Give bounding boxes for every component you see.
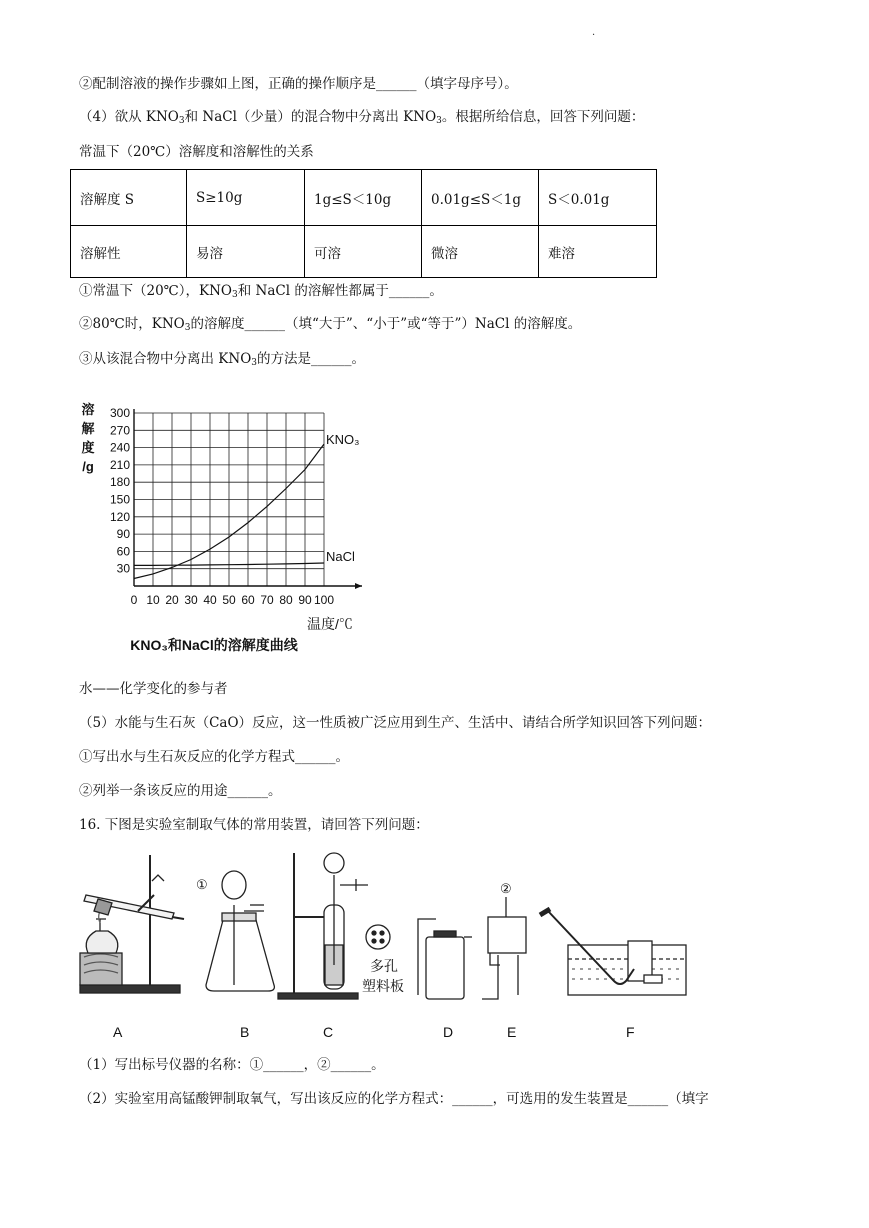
q-3-part-a: ③从该混合物中分离出 KNO (79, 351, 252, 367)
x-axis-arrow (355, 583, 362, 589)
table-cell: 可溶 (305, 226, 422, 278)
y-tick-label: 210 (109, 457, 130, 472)
table-cell: 0.01g≤S＜1g (422, 170, 539, 226)
apparatus-label-c: C (323, 1024, 334, 1040)
q-1-part-b: 和 NaCl 的溶解性都属于______。 (237, 283, 443, 299)
table-cell: S≥10g (187, 170, 305, 226)
y-axis-label: 解 (81, 421, 95, 436)
y-tick-label: 240 (109, 440, 130, 455)
y-tick-label: 120 (109, 509, 130, 524)
text-line-q4 (79, 108, 644, 130)
x-axis-label: 温度/℃ (307, 616, 353, 632)
text-line-q-3 (79, 350, 365, 372)
x-tick-label: 70 (260, 593, 274, 607)
y-tick-label: 270 (109, 423, 130, 438)
apparatus-label-a: A (113, 1024, 123, 1040)
y-tick-label: 90 (116, 527, 130, 542)
table-row (71, 170, 657, 226)
text-line-q-2 (79, 315, 581, 337)
table-row (71, 226, 657, 278)
chart-title: KNO₃和NaCl的溶解度曲线 (130, 637, 298, 653)
sub-3: 3 (184, 323, 191, 333)
text-line-q5-1: ①写出水与生石灰反应的化学方程式______。 (79, 749, 349, 765)
text-line-q-1 (79, 282, 443, 304)
q-2-part-b: 的溶解度______（填“大于”、“小于”或“等于”）NaCl 的溶解度。 (190, 316, 582, 332)
x-tick-label: 60 (241, 593, 255, 607)
sub-3: 3 (436, 116, 442, 126)
x-tick-label: 90 (298, 593, 312, 607)
sub-3: 3 (178, 116, 185, 126)
apparatus-label-e: E (507, 1024, 517, 1040)
table-cell: 难溶 (539, 226, 657, 278)
plate-text-2: 塑料板 (362, 978, 404, 994)
x-tick-label: 30 (184, 593, 198, 607)
text-line-q16-2: （2）实验室用高锰酸钾制取氧气，写出该反应的化学方程式：______，可选用的发生装置是______（填字 (79, 1091, 709, 1107)
text-line-q16: 16. 下图是实验室制取气体的常用装置，请回答下列问题： (79, 817, 429, 833)
q4-part-c: 。根据所给信息，回答下列问题： (441, 109, 645, 125)
q4-part-a: （4）欲从 KNO (79, 109, 179, 125)
q-1-part-a: ①常温下（20℃），KNO (79, 283, 232, 299)
table-cell: 溶解度 S (71, 170, 187, 226)
y-tick-label: 150 (109, 492, 130, 507)
page-dot: · (592, 30, 596, 41)
y-axis-label: 度 (81, 440, 95, 455)
x-tick-label: 40 (203, 593, 217, 607)
table-caption: 常温下（20℃）溶解度和溶解性的关系 (79, 144, 314, 160)
table-cell: 溶解性 (71, 226, 187, 278)
table-cell: 微溶 (422, 226, 539, 278)
y-axis-label: /g (82, 459, 94, 474)
solubility-table (70, 169, 657, 278)
sub-3: 3 (232, 290, 238, 300)
series-label: KNO₃ (326, 432, 360, 448)
water-section-title: 水——化学变化的参与者 (79, 681, 228, 697)
series-label: NaCl (326, 549, 355, 565)
table-cell: 易溶 (187, 226, 305, 278)
q-3-part-b: 的方法是______。 (257, 351, 365, 367)
x-tick-label: 20 (165, 593, 179, 607)
apparatus-b (196, 871, 274, 991)
mark-2: ② (500, 882, 512, 897)
x-tick-label: 100 (313, 593, 335, 607)
lab-apparatus-figure (78, 845, 728, 1015)
apparatus-e (482, 882, 526, 999)
table-cell: 1g≤S＜10g (305, 170, 422, 226)
y-tick-label: 60 (116, 544, 130, 559)
apparatus-f (540, 909, 686, 995)
x-tick-label: 10 (146, 593, 160, 607)
sub-3: 3 (251, 358, 257, 368)
x-tick-label: 80 (279, 593, 293, 607)
text-line-q16-1: （1）写出标号仪器的名称：①______，②______。 (79, 1057, 385, 1073)
mark-1: ① (196, 878, 208, 893)
apparatus-c (278, 853, 404, 999)
apparatus-d (418, 919, 472, 999)
text-line-q5-2: ②列举一条该反应的用途______。 (79, 783, 282, 799)
y-tick-label: 300 (109, 406, 130, 420)
y-axis-label: 溶 (81, 402, 95, 417)
plate-text-1: 多孔 (370, 958, 398, 974)
y-tick-label: 30 (116, 561, 130, 576)
apparatus-label-d: D (443, 1024, 454, 1040)
text-line-operation-order: ②配制溶液的操作步骤如上图，正确的操作顺序是______（填字母序号）。 (79, 76, 518, 92)
apparatus-a (80, 855, 184, 993)
x-tick-label: 0 (130, 593, 138, 607)
solubility-chart (74, 398, 374, 668)
apparatus-label-f: F (626, 1024, 635, 1040)
x-tick-label: 50 (222, 593, 236, 607)
q4-part-b: 和 NaCl（少量）的混合物中分离出 KNO (184, 109, 437, 125)
y-tick-label: 180 (109, 475, 130, 490)
q-2-part-a: ②80℃时，KNO (79, 316, 185, 332)
table-cell: S＜0.01g (539, 170, 657, 226)
text-line-q5: （5）水能与生石灰（CaO）反应，这一性质被广泛应用到生产、生活中、请结合所学知识回答下列问题： (79, 715, 712, 731)
apparatus-label-b: B (240, 1024, 250, 1040)
